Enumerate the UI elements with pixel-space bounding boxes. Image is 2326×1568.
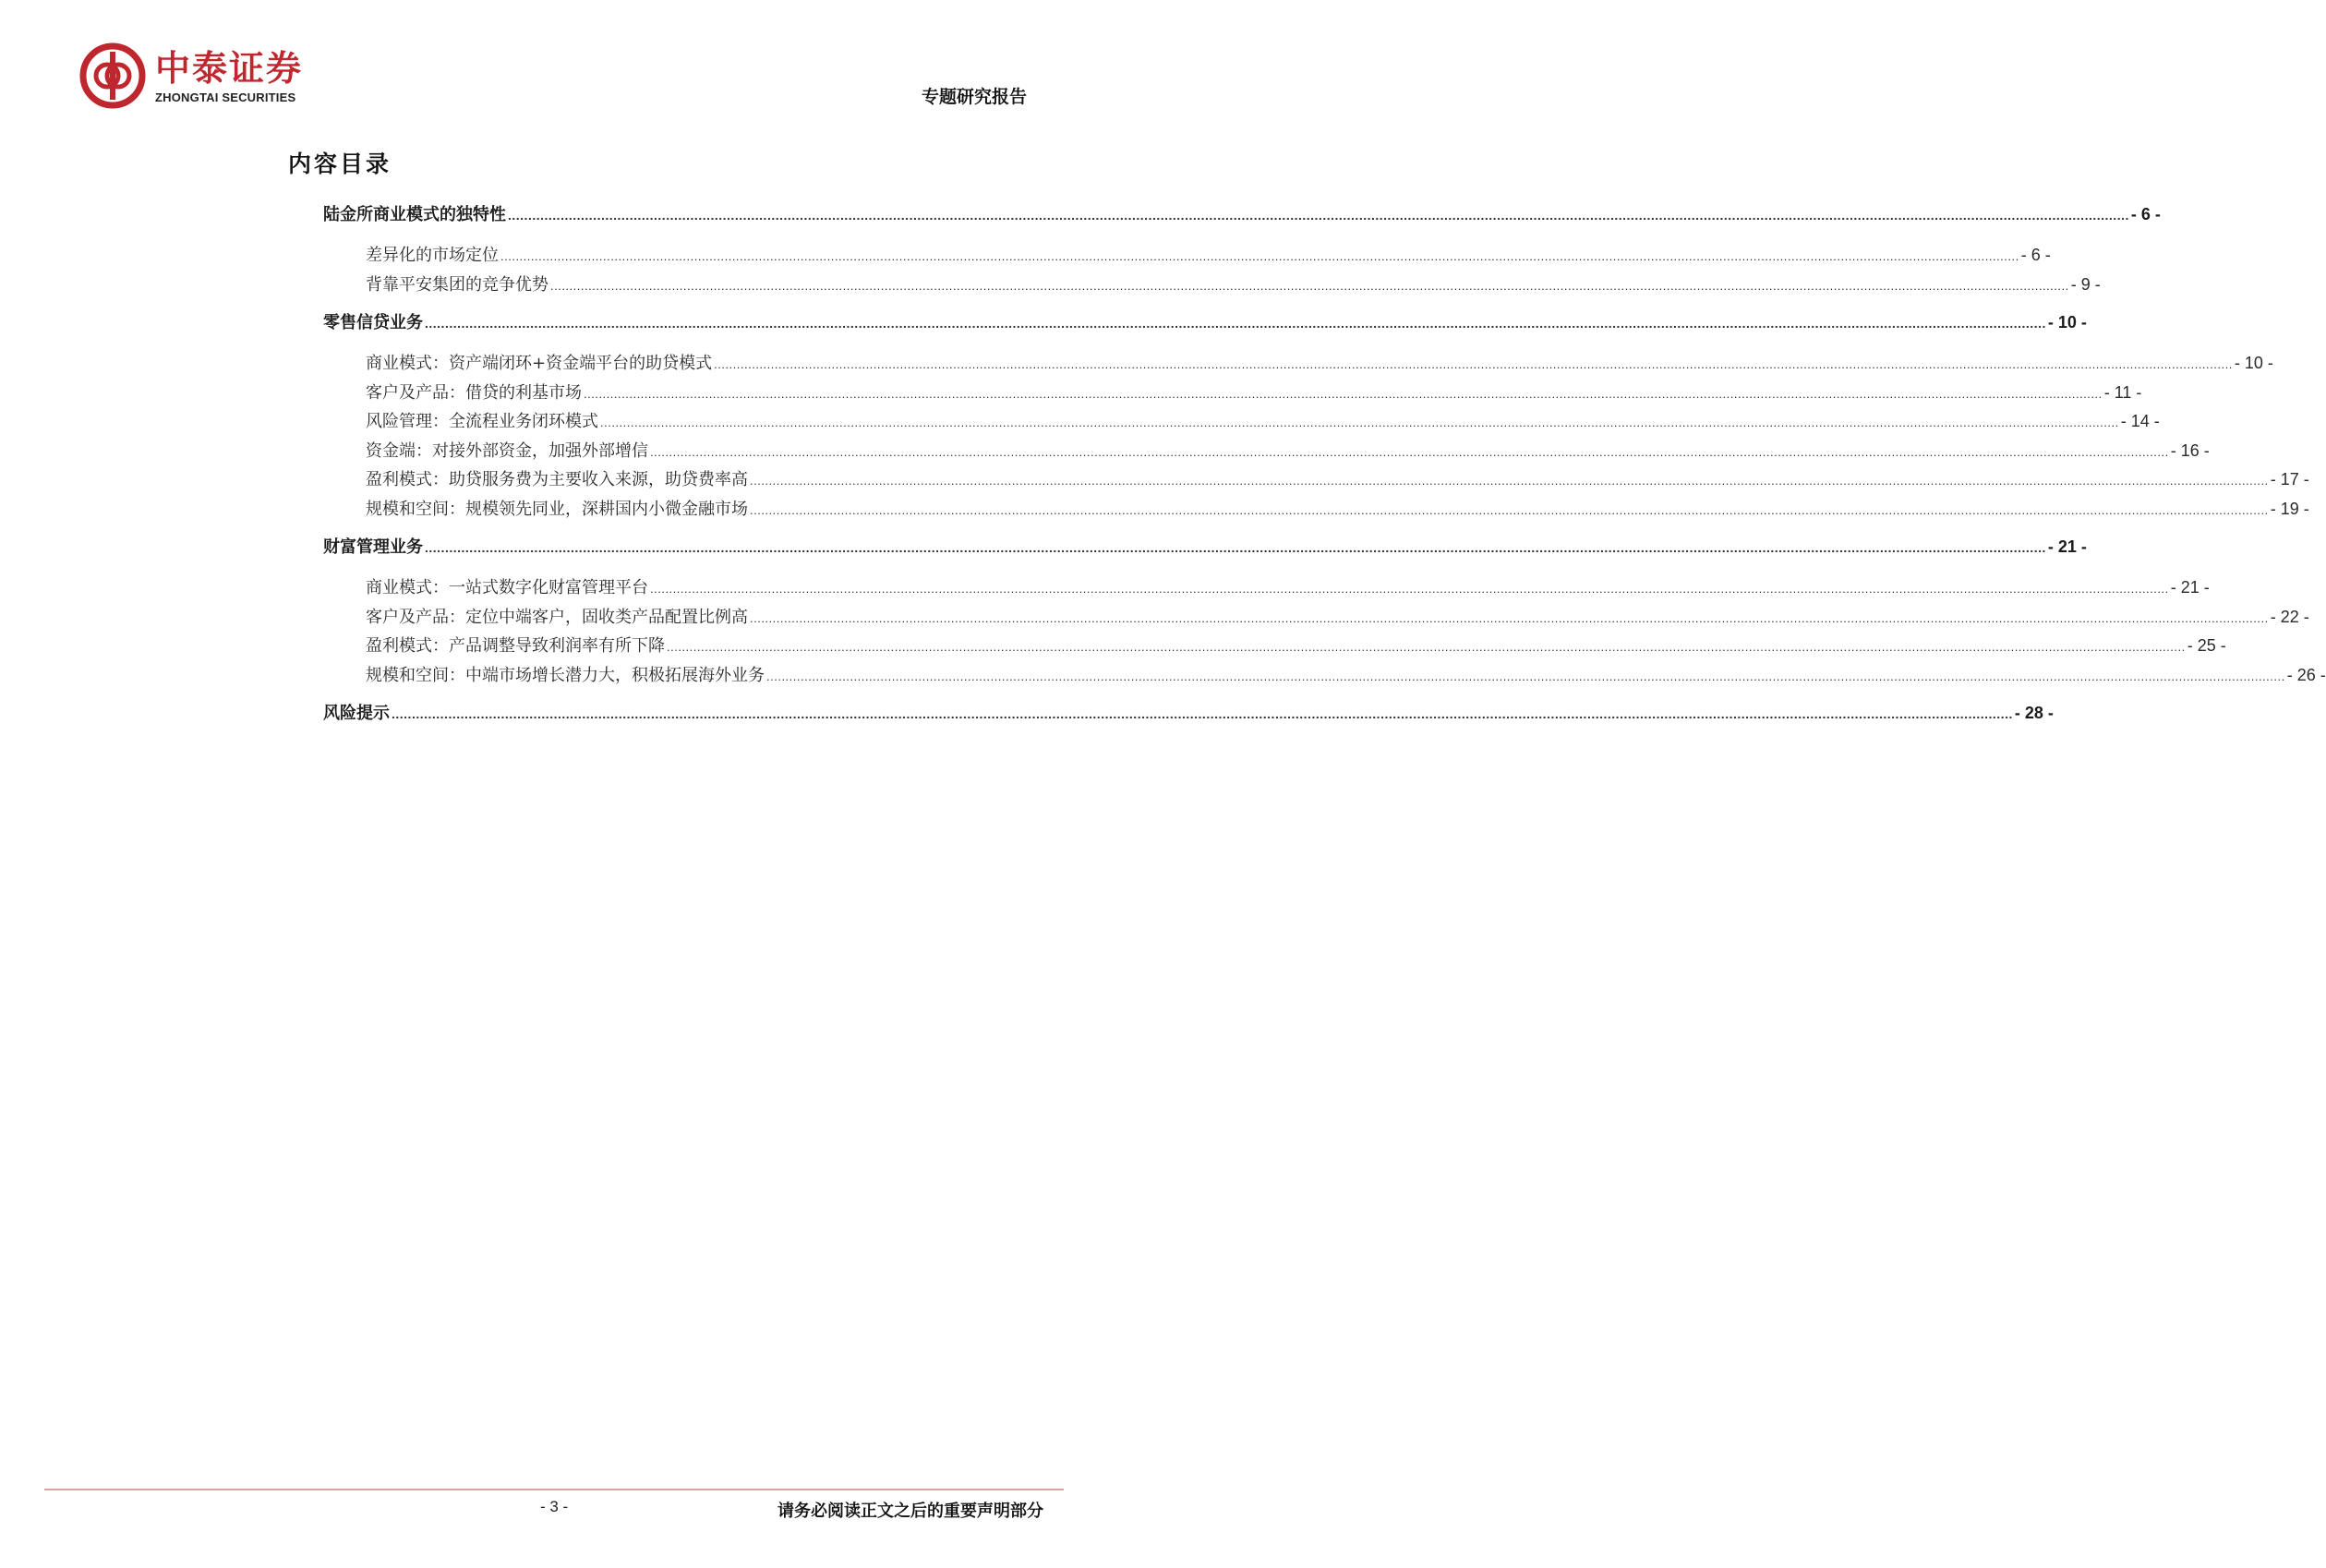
dot-leader: ................................................................................................................................................................................................................................................................................................................................................................................................................ — [714, 357, 2233, 371]
toc-subsection[interactable] — [323, 466, 2309, 496]
toc-subsection[interactable] — [323, 242, 2051, 271]
toc-subsection[interactable] — [323, 408, 2160, 438]
page-number: - 3 - — [540, 1498, 569, 1515]
toc-entry-title: 规模和空间：中端市场增长潜力大，积极拓展海外业务 — [366, 665, 765, 685]
toc-title: 内容目录 — [288, 151, 392, 177]
toc-entry-title: 客户及产品：定位中端客户，固收类产品配置比例高 — [366, 607, 748, 627]
toc-entry-page: - 6 - — [2130, 205, 2161, 223]
dot-leader: ................................................................................................................................................................................................................................................................................................................................................................................................................ — [667, 640, 2186, 654]
section-gap — [323, 525, 1036, 534]
toc-entry-title: 风险提示 — [323, 704, 390, 723]
toc-entry-title: 商业模式：一站式数字化财富管理平台 — [366, 578, 648, 597]
section-gap — [323, 300, 1036, 309]
toc-subsection[interactable] — [323, 380, 2142, 409]
toc-subsection[interactable] — [323, 633, 2226, 662]
toc-section[interactable] — [323, 534, 2087, 574]
toc-section[interactable] — [323, 309, 2087, 350]
dot-leader: ................................................................................................................................................................................................................................................................................................................................................................................................................ — [584, 386, 2103, 401]
report-type-label: 专题研究报告 — [921, 87, 1027, 107]
table-of-contents — [323, 201, 2326, 741]
toc-entry-title: 商业模式：资产端闭环+资金端平台的助贷模式 — [366, 354, 713, 373]
toc-entry-page: - 19 - — [2270, 499, 2309, 518]
logo-chinese-name: 中泰证券 — [155, 47, 304, 89]
toc-subsection[interactable] — [323, 350, 2273, 380]
toc-subsection[interactable] — [323, 496, 2309, 525]
toc-entry-title: 背靠平安集团的竞争优势 — [366, 274, 548, 295]
toc-entry-title: 差异化的市场定位 — [366, 246, 499, 265]
toc-section[interactable] — [323, 201, 2161, 242]
disclaimer-notice: 请务必阅读正文之后的重要声明部分 — [777, 1502, 1043, 1521]
toc-entry-title: 风险管理：全流程业务闭环模式 — [366, 412, 598, 431]
toc-entry-page: - 25 - — [2187, 636, 2226, 655]
toc-entry-page: - 17 - — [2270, 470, 2309, 488]
toc-entry-page: - 22 - — [2270, 607, 2309, 626]
zhongtai-logo-icon — [79, 42, 146, 109]
toc-entry-page: - 28 - — [2014, 704, 2054, 722]
toc-entry-title: 零售信贷业务 — [323, 313, 423, 332]
toc-subsection[interactable] — [323, 271, 2101, 301]
toc-entry-title: 陆金所商业模式的独特性 — [323, 205, 506, 224]
dot-leader: ................................................................................................................................................................................................................................................................................................................................................................................................................ — [500, 249, 2019, 263]
toc-subsection[interactable] — [323, 604, 2309, 633]
toc-subsection[interactable] — [323, 574, 2210, 604]
toc-section[interactable] — [323, 700, 2054, 741]
dot-leader: ................................................................................................................................................................................................................................................................................................................................................................................................................ — [392, 706, 2013, 721]
toc-entry-page: - 16 - — [2170, 440, 2210, 460]
dot-leader: ................................................................................................................................................................................................................................................................................................................................................................................................................ — [425, 540, 2046, 555]
dot-leader: ................................................................................................................................................................................................................................................................................................................................................................................................................ — [508, 208, 2129, 223]
footer-divider — [44, 1489, 1064, 1490]
dot-leader: ................................................................................................................................................................................................................................................................................................................................................................................................................ — [600, 416, 2119, 429]
toc-entry-page: - 21 - — [2047, 537, 2087, 556]
toc-subsection[interactable] — [323, 662, 2326, 692]
toc-entry-page: - 10 - — [2047, 313, 2087, 332]
logo-english-name: ZHONGTAI SECURITIES — [155, 90, 296, 104]
toc-entry-page: - 6 - — [2020, 246, 2051, 264]
dot-leader: ................................................................................................................................................................................................................................................................................................................................................................................................................ — [750, 474, 2269, 488]
dot-leader: ................................................................................................................................................................................................................................................................................................................................................................................................................ — [650, 582, 2169, 596]
toc-entry-page: - 9 - — [2070, 274, 2101, 294]
toc-subsection[interactable] — [323, 438, 2210, 467]
dot-leader: ................................................................................................................................................................................................................................................................................................................................................................................................................ — [750, 502, 2269, 517]
toc-entry-title: 规模和空间：规模领先同业，深耕国内小微金融市场 — [366, 499, 748, 519]
toc-entry-page: - 14 - — [2120, 412, 2160, 430]
toc-entry-page: - 11 - — [2103, 382, 2142, 402]
section-gap — [323, 691, 1036, 700]
toc-entry-title: 盈利模式：产品调整导致利润率有所下降 — [366, 636, 665, 656]
dot-leader: ................................................................................................................................................................................................................................................................................................................................................................................................................ — [425, 316, 2046, 331]
toc-entry-title: 资金端：对接外部资金，加强外部增信 — [366, 440, 648, 461]
company-logo — [79, 42, 303, 109]
dot-leader: ................................................................................................................................................................................................................................................................................................................................................................................................................ — [550, 278, 2069, 293]
dot-leader: ................................................................................................................................................................................................................................................................................................................................................................................................................ — [650, 444, 2169, 459]
toc-entry-title: 财富管理业务 — [323, 537, 423, 557]
toc-entry-page: - 21 - — [2170, 578, 2210, 597]
toc-entry-title: 客户及产品：借贷的利基市场 — [366, 382, 582, 403]
dot-leader: ................................................................................................................................................................................................................................................................................................................................................................................................................ — [766, 669, 2285, 683]
toc-entry-page: - 10 - — [2234, 354, 2273, 372]
toc-entry-page: - 26 - — [2286, 665, 2326, 684]
toc-entry-title: 盈利模式：助贷服务费为主要收入来源，助贷费率高 — [366, 470, 748, 489]
dot-leader: ................................................................................................................................................................................................................................................................................................................................................................................................................ — [750, 610, 2269, 625]
